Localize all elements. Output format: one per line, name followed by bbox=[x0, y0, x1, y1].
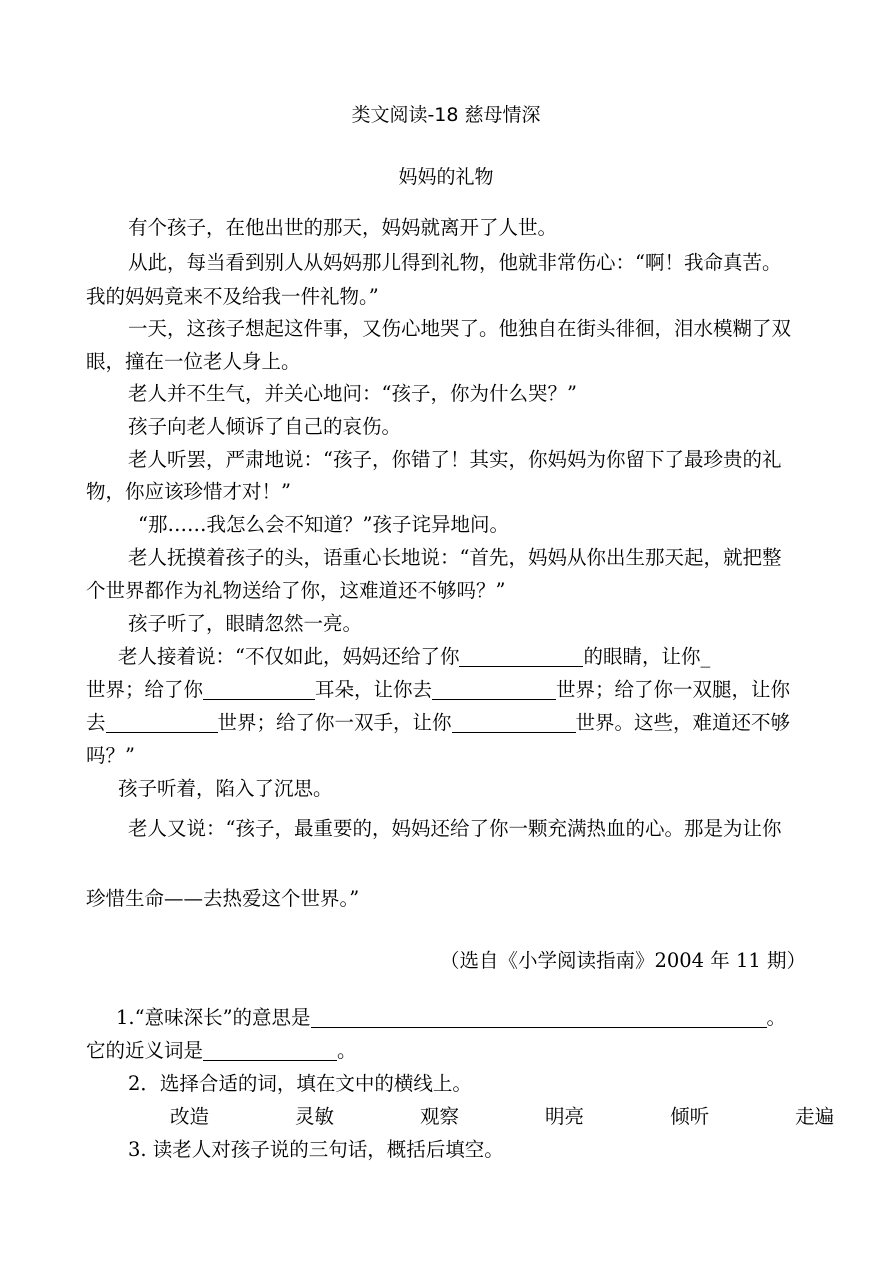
answer-blank[interactable] bbox=[203, 1040, 337, 1061]
paragraph-6-line-1: 老人听罢，严肃地说：“孩子，你错了！其实，你妈妈为你留下了最珍贵的礼 bbox=[128, 448, 782, 471]
word-option: 改造 bbox=[170, 1105, 210, 1128]
story-title: 妈妈的礼物 bbox=[398, 166, 494, 188]
paragraph-9: 孩子听了，眼睛忽然一亮。 bbox=[128, 612, 363, 635]
paragraph-6-line-2: 物，你应该珍惜才对！” bbox=[86, 480, 291, 503]
text-segment: 耳朵，让你去 bbox=[315, 678, 433, 701]
fill-blank[interactable] bbox=[459, 646, 583, 667]
answer-blank[interactable] bbox=[311, 1007, 767, 1028]
source-citation: （选自《小学阅读指南》2004 年 11 期） bbox=[439, 949, 806, 972]
paragraph-2-line-1: 从此，每当看到别人从妈妈那儿得到礼物，他就非常伤心：“啊！我命真苦。 bbox=[128, 251, 782, 274]
paragraph-4: 老人并不生气，并关心地问：“孩子，你为什么哭？” bbox=[128, 382, 577, 405]
question-1-line-1 bbox=[86, 1002, 826, 1034]
text-segment: 世界；给了你一双手，让你 bbox=[217, 711, 452, 734]
paragraph-5: 孩子向老人倾诉了自己的哀伤。 bbox=[128, 415, 402, 438]
paragraph-1: 有个孩子，在他出世的那天，妈妈就离开了人世。 bbox=[128, 216, 558, 239]
text-segment: 的眼睛，让你_ bbox=[583, 645, 711, 668]
paragraph-7: “那……我怎么会不知道？”孩子诧异地问。 bbox=[138, 513, 509, 536]
fill-blank[interactable] bbox=[432, 679, 556, 700]
word-option: 观察 bbox=[420, 1105, 460, 1128]
word-option: 倾听 bbox=[670, 1105, 710, 1128]
paragraph-12-line-2: 珍惜生命——去热爱这个世界。” bbox=[86, 887, 360, 910]
fill-blank[interactable] bbox=[452, 712, 576, 733]
word-option: 灵敏 bbox=[295, 1105, 335, 1128]
word-option: 明亮 bbox=[545, 1105, 585, 1128]
paragraph-10-line-4: 吗？” bbox=[86, 744, 135, 767]
text-segment: 。 bbox=[766, 1006, 787, 1029]
fill-blank[interactable] bbox=[203, 679, 315, 700]
question-3: 3. 读老人对孩子说的三句话，概括后填空。 bbox=[128, 1138, 504, 1161]
paragraph-8-line-1: 老人抚摸着孩子的头，语重心长地说：“首先，妈妈从你出生那天起，就把整 bbox=[128, 546, 782, 569]
paragraph-3-line-2: 眼，撞在一位老人身上。 bbox=[86, 350, 301, 373]
paragraph-11: 孩子听着，陷入了沉思。 bbox=[118, 777, 333, 800]
fill-blank[interactable] bbox=[106, 712, 218, 733]
paragraph-10-line-2 bbox=[86, 674, 810, 706]
paragraph-8-line-2: 个世界都作为礼物送给了你，这难道还不够吗？” bbox=[86, 579, 506, 602]
paragraph-12-line-1: 老人又说：“孩子，最重要的，妈妈还给了你一颗充满热血的心。那是为让你 bbox=[128, 817, 782, 840]
question-2: 2．选择合适的词，填在文中的横线上。 bbox=[128, 1072, 472, 1095]
text-segment: 它的近义词是 bbox=[86, 1039, 204, 1062]
paragraph-3-line-1: 一天，这孩子想起这件事，又伤心地哭了。他独自在街头徘徊，泪水模糊了双 bbox=[128, 317, 792, 340]
word-option: 走遍 bbox=[795, 1105, 835, 1128]
text-segment: 世界；给了你一双腿，让你 bbox=[556, 678, 791, 701]
text-segment: 老人接着说：“不仅如此，妈妈还给了你 bbox=[118, 645, 460, 668]
question-1-line-2 bbox=[86, 1035, 810, 1067]
paragraph-10-line-3 bbox=[86, 707, 810, 739]
paragraph-10-line-1 bbox=[86, 641, 810, 673]
text-segment: 去 bbox=[86, 711, 106, 734]
text-segment: 世界。这些，难道还不够 bbox=[575, 711, 791, 734]
word-options bbox=[86, 1101, 835, 1133]
text-segment: 1.“意味深长”的意思是 bbox=[116, 1006, 311, 1029]
text-segment: 世界；给了你 bbox=[86, 678, 204, 701]
text-segment: 。 bbox=[337, 1039, 357, 1062]
paragraph-2-line-2: 我的妈妈竟来不及给我一件礼物。” bbox=[86, 285, 379, 308]
page-title: 类文阅读-18 慈母情深 bbox=[351, 104, 541, 126]
